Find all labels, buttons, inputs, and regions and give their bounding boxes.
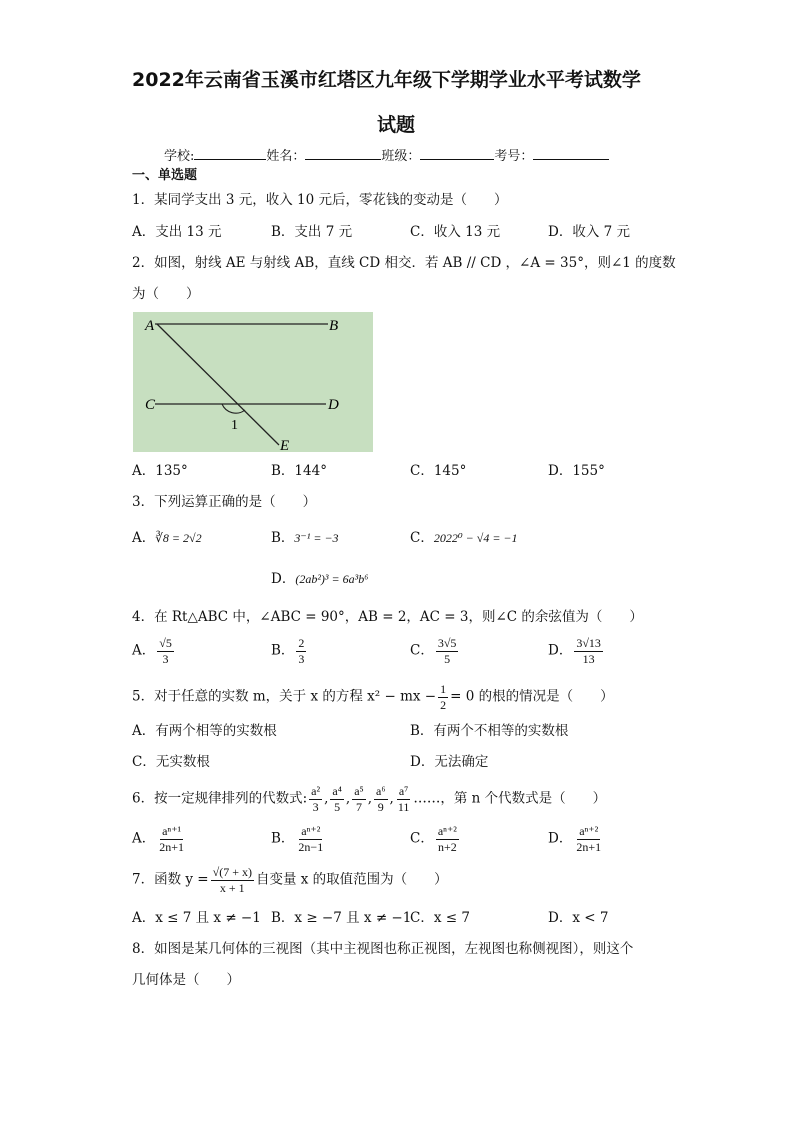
- q6-a-den: 2n+1: [159, 839, 185, 854]
- q6-term-5: [396, 785, 412, 813]
- q6-option-c[interactable]: [410, 825, 461, 853]
- q6-term-3: [352, 785, 366, 813]
- school-label: 学校:: [164, 149, 195, 164]
- q1-option-d[interactable]: D．收入 7 元: [548, 224, 630, 240]
- parallel-lines-diagram: [133, 312, 373, 452]
- q3-a-expr: ∛8 = 2√2: [155, 531, 202, 545]
- q3-d-expr: (2ab²)³ = 6a³b⁶: [295, 572, 369, 586]
- label-a: A: [145, 318, 155, 334]
- label-angle-1: 1: [231, 418, 238, 433]
- q4-d-fraction: [574, 637, 603, 665]
- q3-stem: 3．下列运算正确的是（ ）: [132, 494, 317, 510]
- q4-b-prefix: B．: [271, 642, 295, 659]
- q4-b-den: 3: [298, 651, 305, 666]
- q7-option-a[interactable]: A．x ≤ 7 且 x ≠ −1: [132, 910, 261, 926]
- q4-option-d[interactable]: [548, 637, 605, 665]
- q6-term-2: [330, 785, 344, 813]
- name-blank[interactable]: [305, 147, 381, 160]
- q5-stem-b: = 0 的根的情况是（ ）: [450, 688, 614, 705]
- label-e: E: [280, 438, 290, 452]
- q2-option-c[interactable]: C．145°: [410, 463, 467, 479]
- q6-b-num: aⁿ⁺²: [301, 824, 321, 838]
- class-label: 班级：: [381, 149, 421, 164]
- q2-option-d[interactable]: D．155°: [548, 463, 605, 479]
- q6-term-1: [309, 785, 322, 813]
- label-c: C: [145, 397, 156, 413]
- q4-a-num: √5: [159, 636, 172, 650]
- q4-c-den: 5: [444, 651, 451, 666]
- q6-term-3-den: 7: [355, 799, 362, 814]
- q5-den: 2: [440, 697, 447, 712]
- q4-d-den: 13: [582, 651, 595, 666]
- q2-option-b[interactable]: B．144°: [271, 463, 327, 479]
- q6-c-fraction: [436, 825, 459, 853]
- q4-a-den: 3: [162, 651, 169, 666]
- q1-option-c[interactable]: C．收入 13 元: [410, 224, 501, 240]
- q6-term-1-den: 3: [312, 799, 319, 814]
- q3-a-prefix: A．: [132, 530, 156, 546]
- q6-term-5-num: a⁷: [398, 784, 409, 798]
- q3-option-b[interactable]: [271, 532, 339, 546]
- q3-b-expr: 3⁻¹ = −3: [294, 531, 339, 545]
- q4-d-num: 3√13: [576, 636, 601, 650]
- q7-fraction: [211, 866, 254, 894]
- q7-num: √(7 + x): [212, 865, 252, 879]
- q1-option-b[interactable]: B．支出 7 元: [271, 224, 353, 240]
- q3-c-expr: 2022⁰ − √4 = −1: [433, 531, 518, 545]
- exam-no-label: 考号：: [494, 149, 534, 164]
- q6-term-4: [374, 785, 388, 813]
- q7-option-d[interactable]: D．x < 7: [548, 910, 609, 926]
- q6-a-num: aⁿ⁺¹: [162, 824, 182, 838]
- q6-b-den: 2n−1: [298, 839, 324, 854]
- section-heading: 一、单选题: [132, 168, 198, 183]
- q6-b-fraction: [296, 825, 325, 853]
- q6-stem: 6．按一定规律排列的代数式: $\frac{\text{a²}}{3}$ , $\frac{\text{a⁴}}{5}$ , $\frac{\text{a⁵}}{7}$ , $\frac{\text{a⁶}}{9}$ , $\frac{\text{a⁷}}{11}$ ……，第 n 个代数式是（ ）: [132, 784, 607, 814]
- q7-stem: [132, 866, 448, 894]
- ray-ae: [157, 324, 279, 445]
- q6-d-fraction: [574, 825, 603, 853]
- q4-stem: 4．在 Rt△ABC 中，∠ABC = 90°，AB = 2，AC = 3，则∠C 的余弦值为（ ）: [132, 609, 643, 625]
- q6-stem-a: 6．按一定规律排列的代数式:: [132, 790, 308, 807]
- q4-a-fraction: [157, 637, 174, 665]
- q4-c-fraction: [436, 637, 459, 665]
- q7-stem-b: 自变量 x 的取值范围为（ ）: [255, 871, 448, 888]
- q4-option-a[interactable]: [132, 637, 176, 665]
- q4-a-prefix: A．: [132, 642, 156, 659]
- class-blank[interactable]: [420, 147, 494, 160]
- q5-stem-a: 5．对于任意的实数 m，关于 x 的方程 x² − mx −: [132, 688, 437, 705]
- q7-den: x + 1: [219, 880, 245, 895]
- q8-stem-line1: 8．如图是某几何体的三视图（其中主视图也称正视图，左视图也称侧视图），则这个: [132, 941, 634, 957]
- label-d: D: [328, 397, 339, 413]
- q6-term-4-num: a⁶: [376, 784, 386, 798]
- q3-option-d[interactable]: [271, 573, 368, 587]
- q3-b-prefix: B．: [271, 530, 295, 546]
- q1-option-a[interactable]: A．支出 13 元: [132, 224, 222, 240]
- q5-stem: [132, 683, 614, 711]
- q2-stem-line1: 2．如图，射线 AE 与射线 AB，直线 CD 相交．若 AB // CD ，∠A = 35°，则∠1 的度数: [132, 255, 676, 271]
- q3-option-c[interactable]: [410, 532, 518, 546]
- q6-c-prefix: C．: [410, 830, 434, 847]
- q7-option-c[interactable]: C．x ≤ 7: [410, 910, 470, 926]
- doc-title-line1: 2022年云南省玉溪市红塔区九年级下学期学业水平考试数学: [132, 69, 641, 91]
- student-info-line: [164, 147, 609, 163]
- q6-d-prefix: D．: [548, 830, 573, 847]
- q5-fraction: [438, 683, 448, 711]
- q2-stem-line2: 为（ ）: [132, 286, 200, 302]
- q3-d-prefix: D．: [271, 571, 296, 587]
- q6-term-4-den: 9: [377, 799, 384, 814]
- q5-option-b[interactable]: B．有两个不相等的实数根: [410, 723, 569, 739]
- q2-figure: [133, 312, 373, 452]
- q3-c-prefix: C．: [410, 530, 434, 546]
- q4-option-c[interactable]: [410, 637, 460, 665]
- label-b: B: [329, 318, 339, 334]
- q4-b-num: 2: [298, 636, 305, 650]
- q6-option-a[interactable]: [132, 825, 188, 853]
- q7-option-b[interactable]: B．x ≥ −7 且 x ≠ −1: [271, 910, 412, 926]
- q8-stem-line2: 几何体是（ ）: [132, 972, 240, 988]
- q6-a-fraction: [157, 825, 186, 853]
- q3-option-a[interactable]: [132, 532, 202, 546]
- q6-term-2-den: 5: [334, 799, 341, 814]
- q4-c-prefix: C．: [410, 642, 434, 659]
- q1-stem: 1．某同学支出 3 元，收入 10 元后，零花钱的变动是（ ）: [132, 192, 508, 208]
- exam-no-blank[interactable]: [533, 147, 609, 160]
- q6-d-den: 2n+1: [576, 839, 602, 854]
- q6-term-5-den: 11: [397, 799, 410, 814]
- name-label: 姓名：: [266, 149, 306, 164]
- q6-d-num: aⁿ⁺²: [579, 824, 599, 838]
- q6-a-prefix: A．: [132, 830, 156, 847]
- q7-stem-a: 7．函数 y =: [132, 871, 209, 888]
- q6-term-2-num: a⁴: [332, 784, 342, 798]
- q5-option-d[interactable]: D．无法确定: [410, 754, 489, 770]
- q6-option-d[interactable]: [548, 825, 605, 853]
- doc-title-line2: 试题: [377, 114, 416, 136]
- q2-option-a[interactable]: A．135°: [132, 463, 188, 479]
- q6-c-num: aⁿ⁺²: [437, 824, 457, 838]
- q4-c-num: 3√5: [437, 636, 457, 650]
- q4-option-b[interactable]: [271, 637, 308, 665]
- q4-b-fraction: [296, 637, 306, 665]
- q6-option-b[interactable]: [271, 825, 327, 853]
- q5-option-c[interactable]: C．无实数根: [132, 754, 210, 770]
- q6-c-den: n+2: [437, 839, 457, 854]
- q5-option-a[interactable]: A．有两个相等的实数根: [132, 723, 277, 739]
- q4-d-prefix: D．: [548, 642, 573, 659]
- q6-stem-b: ……，第 n 个代数式是（ ）: [413, 790, 607, 807]
- q5-num: 1: [440, 682, 447, 696]
- q6-b-prefix: B．: [271, 830, 295, 847]
- school-blank[interactable]: [194, 147, 266, 160]
- q6-term-1-num: a²: [311, 784, 321, 798]
- q6-term-3-num: a⁵: [354, 784, 364, 798]
